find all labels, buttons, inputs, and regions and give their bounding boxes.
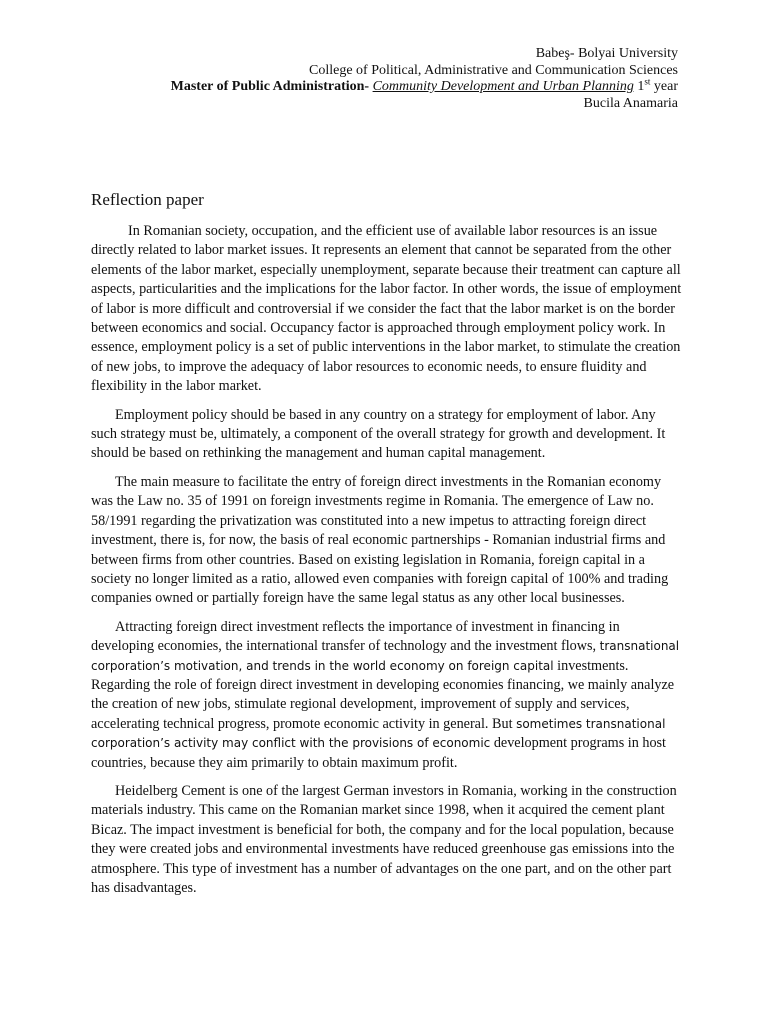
- paragraph-5: Heidelberg Cement is one of the largest German investors in Romania, working in the construction materials industry. This came on the Romanian market since 1998, when it acquired the cement plant Bicaz. The impact investment is beneficial for both, the company and for the local population, because they were created jobs and environmental investments have reduced greenhouse gas emissions into the atmosphere. This type of investment has a number of advantages on the one part, and on the other part has disadvantages.: [91, 782, 677, 896]
- paragraph-4-part-b: transnational corporation’s motivation, and trends in the world economy on foreign capital: [91, 639, 680, 673]
- program-prefix: Master of Public Administration-: [170, 79, 370, 94]
- paragraph-4-part-d: sometimes transnational corporation’s activity may conflict with the provisions of economic: [91, 716, 666, 751]
- page-title: Reflection paper: [91, 190, 204, 209]
- paragraph-4-part-a: Attracting foreign direct investment reflects the importance of investment in financing in developing economies, the international transfer of technology and the investment flows,: [91, 618, 620, 655]
- document-body: [91, 222, 682, 907]
- paragraph-4-part-e: development programs in host countries, because they aim primarily to obtain maximum profit.: [91, 735, 667, 771]
- paragraph-3: The main measure to facilitate the entry of foreign direct investments in the Romanian economy was the Law no. 35 of 1991 on foreign investments regime in Romania. The emergence of Law no. 58/1991 regarding the privatization was constituted into a new impetus to attracting foreign direct investment, there is, for now, the basis of real economic partnerships - Romanian industrial firms and between firms from other countries. Based on existing legislation in Romania, foreign capital in a society no longer limited as a ratio, allowed even companies with foreign capital of 100% and trading companies owned or partially foreign have the same legal status as any other local businesses.: [91, 473, 669, 607]
- paragraph-4: [91, 618, 682, 773]
- paragraph-1: In Romanian society, occupation, and the efficient use of available labor resources is an issue directly related to labor market issues. It represents an element that cannot be separated from the other elements of the labor market, especially unemployment, separate because their treatment can capture all aspects, particularities and the implications for the labor factor. In other words, the issue of employment of labor is more difficult and controversial if we consider the fact that the labor market is on the border between economics and social. Occupancy factor is approached through employment policy work. In essence, employment policy is a set of public interventions in the labor market, to stimulate the creation of new jobs, to improve the adequacy of labor resources to economic needs, to ensure fluidity and flexibility in the labor market.: [91, 223, 682, 395]
- document-header: [171, 46, 678, 112]
- author-name: Bucila Anamaria: [583, 95, 678, 111]
- university-name: Babeş- Bolyai University: [535, 46, 678, 61]
- college-name: College of Political, Administrative and Communication Sciences: [309, 62, 678, 78]
- program-specialization: Community Development and Urban Planning: [372, 79, 634, 94]
- year-word: year: [653, 79, 678, 94]
- year-suffix: st: [644, 76, 651, 87]
- program-line: [170, 76, 678, 96]
- year-number: 1: [637, 79, 645, 94]
- paragraph-4-part-c: investments. Regarding the role of foreign direct investment in developing economies financing, we mainly analyze the creation of new jobs, stimulate regional development, improvement of supply and services, accelerating technical progress, promote economic activity in general. But: [91, 657, 675, 732]
- paragraph-2: Employment policy should be based in any country on a strategy for employment of labor. Any such strategy must be, ultimately, a component of the overall strategy for growth and development. It should be based on rethinking the management and human capital management.: [91, 406, 666, 462]
